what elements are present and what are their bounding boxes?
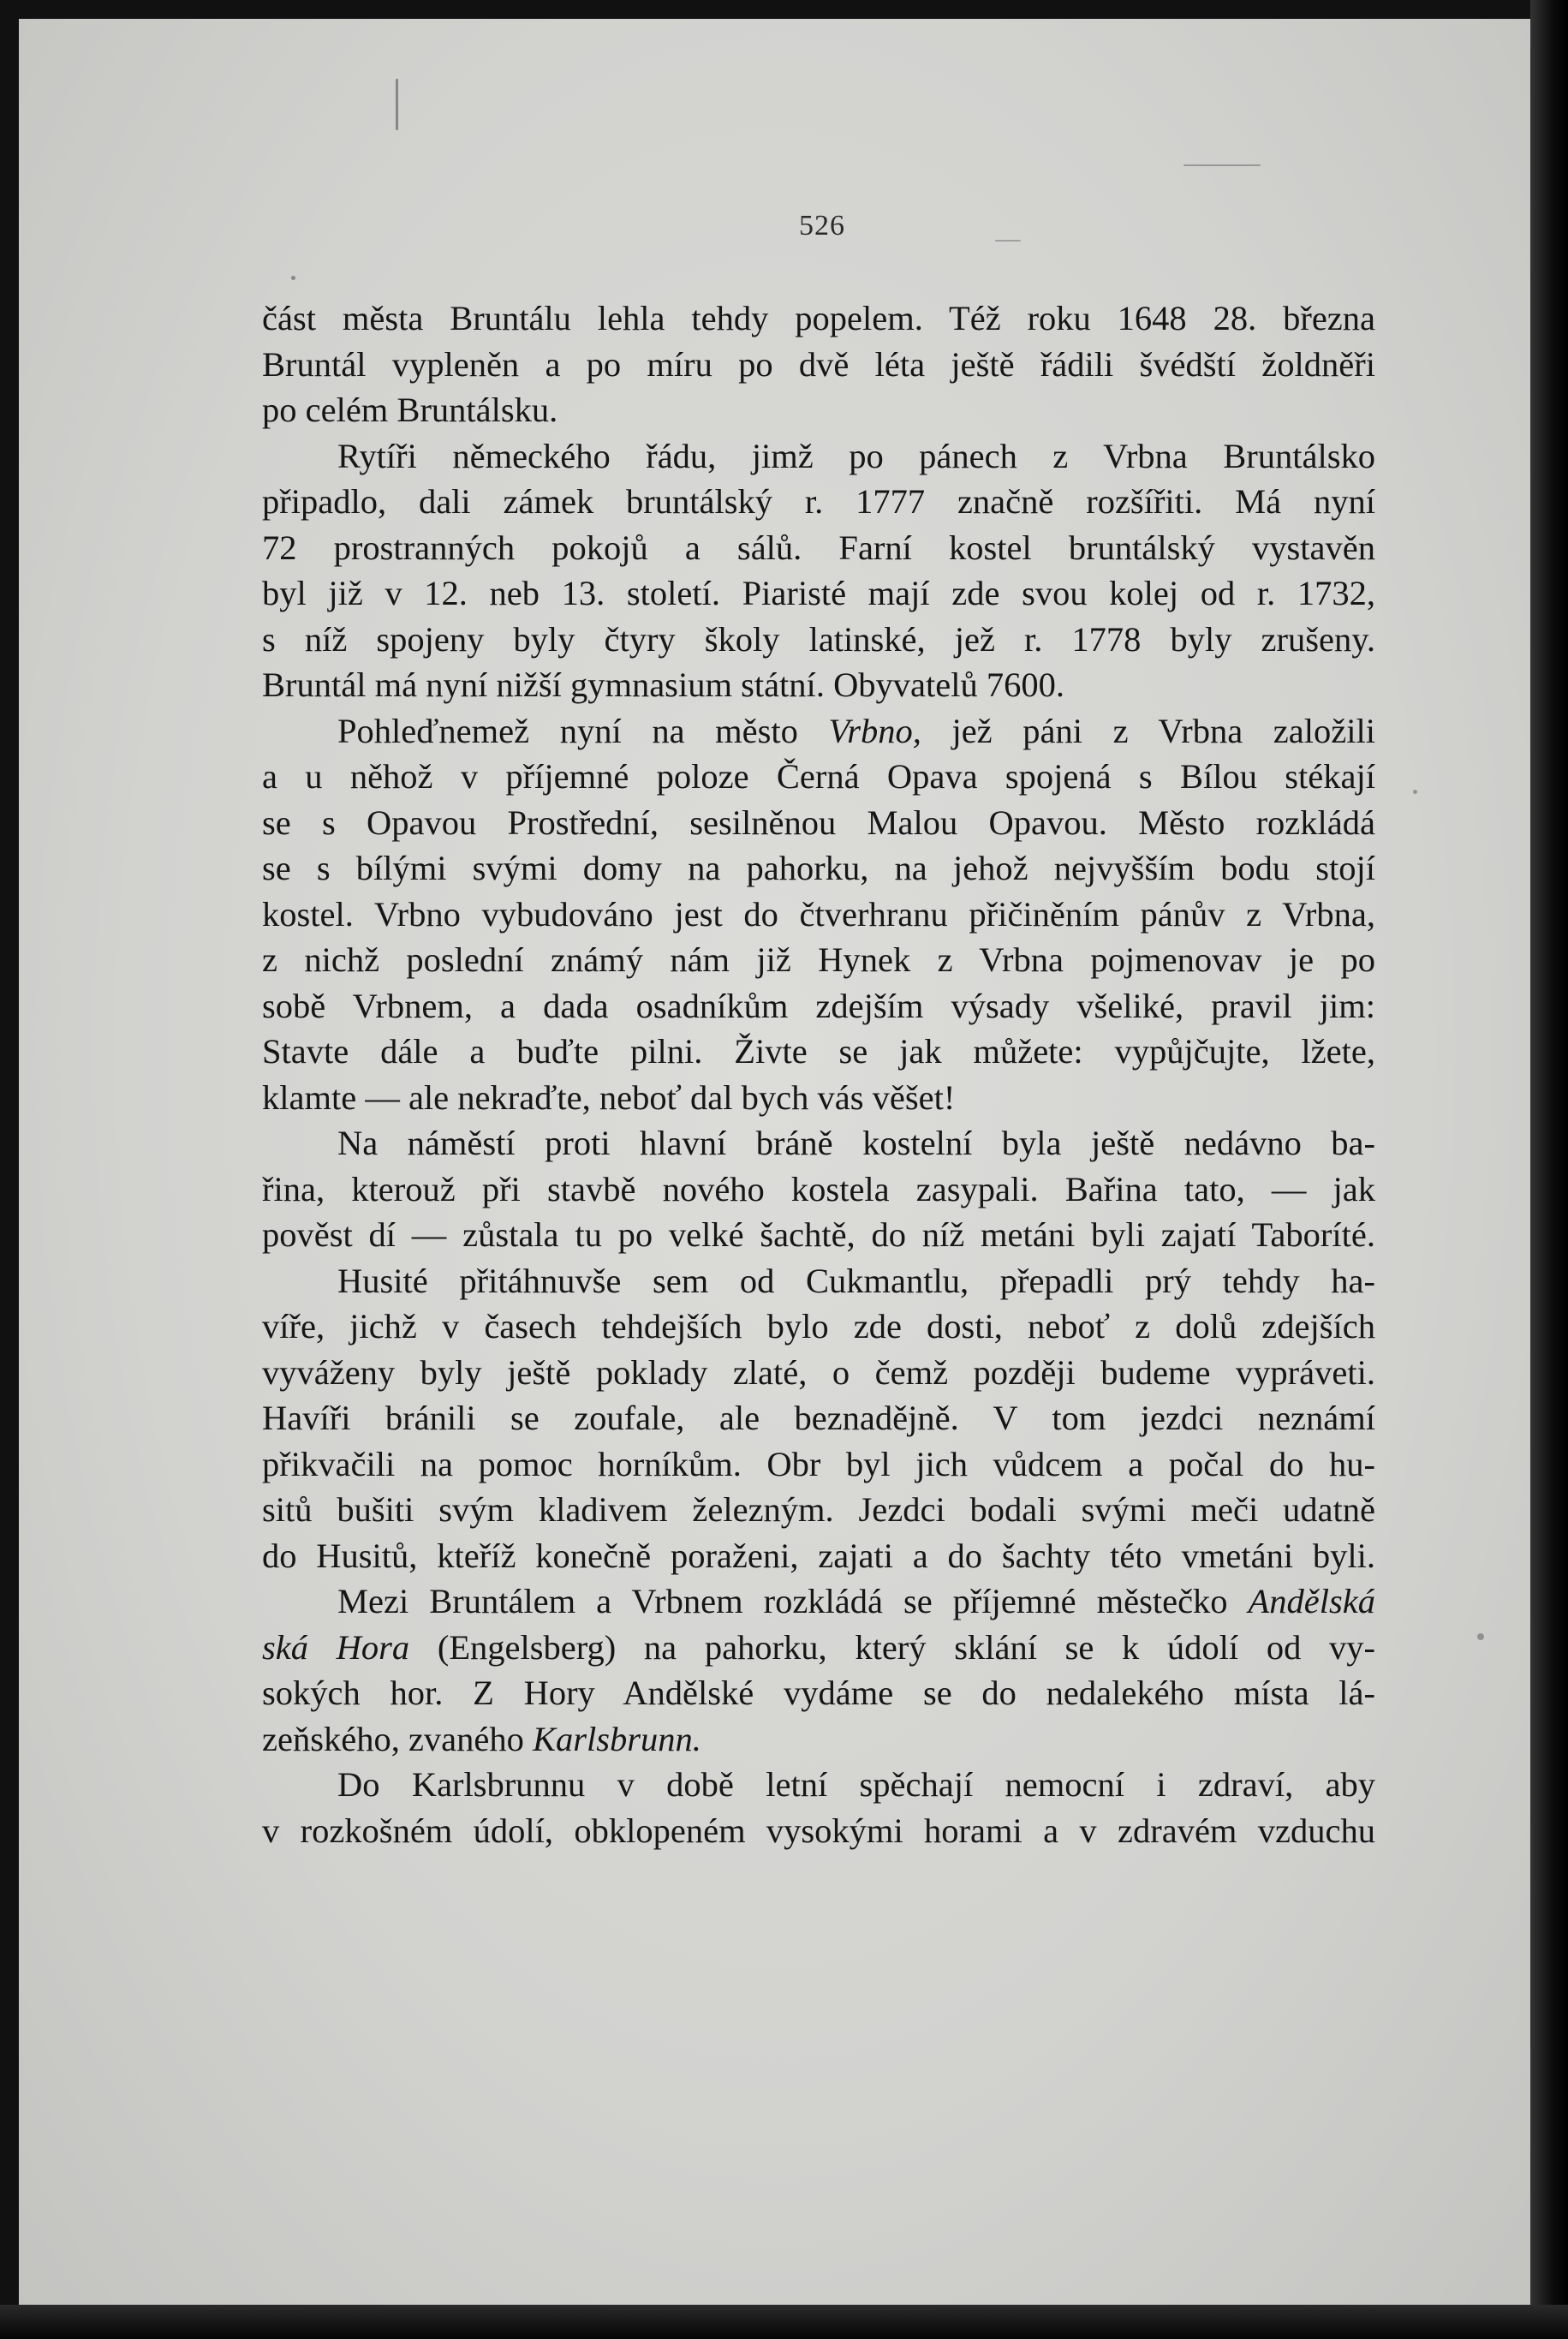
text-line: Bruntál vypleněn a po míru po dvě léta ještě řádili švédští žoldněři [262,344,1375,384]
text-line: klamte — ale nekraďte, neboť dal bych vás věšet! [262,1077,956,1117]
text-line: se s bílými svými domy na pahorku, na jehož nejvyšším bodu stojí [262,849,1375,887]
text-line: byl již v 12. neb 13. století. Piaristé mají zde svou kolej od r. 1732, [262,574,1375,612]
text-line: řina, kterouž při stavbě nového kostela zasypali. Bařina tato, — jak [262,1169,1375,1208]
text-line: sokých hor. Z Hory Andělské vydáme se do nedalekého místa lá- [262,1674,1375,1712]
text-line: sitů bušiti svým kladivem železným. Jezdci bodali svými meči udatně [262,1490,1375,1529]
text-line: Havíři bránili se zoufale, ale beznadějně. V tom jezdci neznámí [262,1399,1375,1437]
text-line: 72 prostranných pokojů a sálů. Farní kostel bruntálský vystavěn [262,528,1375,567]
paragraph-5 [262,1258,1375,1579]
text-line: vyváženy byly ještě poklady zlaté, o čemž později budeme vypráveti. [262,1352,1375,1392]
scan-bottom-edge [0,2305,1568,2339]
paragraph-4 [262,1120,1375,1258]
paragraph-1 [262,295,1375,433]
text-line: s níž spojeny byly čtyry školy latinské, jež r. 1778 byly zrušeny. [262,619,1375,659]
text-line: Na náměstí proti hlavní bráně kostelní byla ještě nedávno ba- [337,1124,1375,1162]
text-line: se s Opavou Prostřední, sesilněnou Malou Opavou. Město rozkládá [262,803,1375,842]
text-line: přikvačili na pomoc horníkům. Obr byl jich vůdcem a počal do hu- [262,1444,1375,1483]
paragraph-2 [262,433,1375,708]
text-line: z nichž poslední známý nám již Hynek z Vrbna pojmenovav je po [262,940,1375,979]
text-line: Mezi Bruntálem a Vrbnem rozkládá se příjemné městečko Andělská [337,1582,1375,1620]
paragraph-7 [262,1762,1375,1853]
text-line: po celém Bruntálsku. [262,391,558,429]
body-text [262,295,1375,1853]
text-line: do Husitů, kteříž konečně poraženi, zajati a do šachty této vmetáni byli. [262,1536,1375,1575]
text-line: Rytíři německého řádu, jimž po pánech z Vrbna Bruntálsko [337,436,1375,475]
text-line: víře, jichž v časech tehdejších bylo zde dosti, neboť z dolů zdejších [262,1307,1375,1346]
scan-right-edge [1530,0,1568,2339]
text-line: v rozkošném údolí, obklopeném vysokými horami a v zdravém vzduchu [262,1811,1375,1850]
paragraph-6 [262,1578,1375,1762]
text-line: zeňského, zvaného Karlsbrunn. [262,1719,701,1758]
text-line: a u něhož v příjemné poloze Černá Opava spojená s Bílou stékají [262,757,1375,796]
text-line: sobě Vrbnem, a dada osadníkům zdejším výsady všeliké, pravil jim: [262,986,1375,1025]
text-line: Husité přitáhnuvše sem od Cukmantlu, přepadli prý tehdy ha- [337,1261,1375,1300]
text-line: Do Karlsbrunnu v době letní spěchají nemocní i zdraví, aby [337,1765,1375,1804]
text-line: Pohleďnemež nyní na město Vrbno, jež páni z Vrbna založili [337,711,1375,750]
text-line: kostel. Vrbno vybudováno jest do čtverhranu přičiněním pánův z Vrbna, [262,894,1375,934]
page-number: 526 [799,210,845,242]
text-line: Stavte dále a buďte pilni. Živte se jak můžete: vypůjčujte, lžete, [262,1032,1375,1071]
text-line: Bruntál má nyní nižší gymnasium státní. Obyvatelů 7600. [262,665,1065,704]
text-line: ská Hora (Engelsberg) na pahorku, který sklání se k údolí od vy- [262,1627,1375,1667]
text-line: část města Bruntálu lehla tehdy popelem. Též roku 1648 28. března [262,299,1375,337]
paragraph-3 [262,708,1375,1121]
text-line: připadlo, dali zámek bruntálský r. 1777 značně rozšířiti. Má nyní [262,482,1375,521]
text-line: pověst dí — zůstala tu po velké šachtě, do níž metáni byli zajatí Taboríté. [262,1215,1375,1254]
